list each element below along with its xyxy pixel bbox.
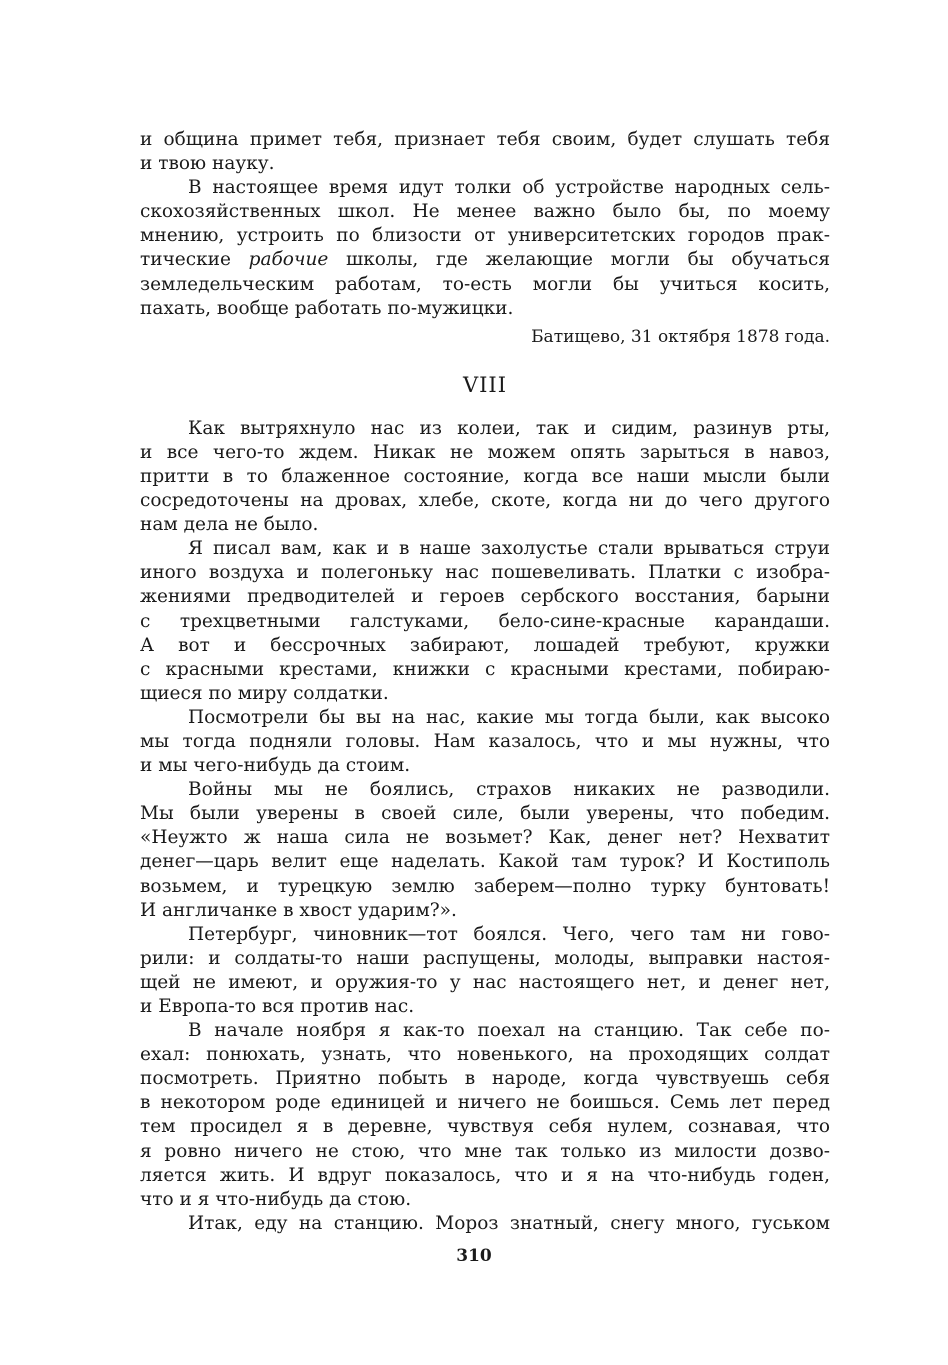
section-heading: VIII <box>462 372 508 397</box>
paragraph <box>140 923 830 1019</box>
text-line: с красными крестами, книжки с красными крестами, побираю- <box>140 658 830 680</box>
text-line: тические рабочие школы, где желающие могли бы обучаться <box>140 249 830 271</box>
text-line: В настоящее время идут толки об устройстве народных сель- <box>188 177 830 199</box>
text-line: возьмем, и турецкую землю заберем—полно турку бунтовать! <box>140 875 830 897</box>
text-line: и Европа-то вся против нас. <box>140 996 415 1017</box>
text-line: ляется жить. И вдруг показалось, что и я на что-нибудь годен, <box>140 1164 830 1186</box>
text-line: земледельческим работам, то-есть могли бы учиться косить, <box>140 273 830 295</box>
text-line: скохозяйственных школ. Не менее важно было бы, по моему <box>140 201 830 223</box>
text-line: Как вытряхнуло нас из колеи, так и сидим, разинув рты, <box>188 417 830 439</box>
paragraph <box>140 778 830 923</box>
text-line: Мы были уверены в своей силе, были уверены, что победим. <box>140 803 830 825</box>
text-line: сосредоточены на дровах, хлебе, скоте, когда ни до чего другого <box>140 490 830 512</box>
text-line: и мы чего-нибудь да стоим. <box>140 755 411 777</box>
text-line: и твою науку. <box>140 153 275 175</box>
text-line: Я писал вам, как и в наше захолустье стали врываться струи <box>188 538 830 560</box>
text-line: посмотреть. Приятно побыть в народе, когда чувствуешь себя <box>140 1068 830 1090</box>
text-line: И англичанке в хвост ударим?». <box>140 899 457 921</box>
text-line: денег—царь велит еще наделать. Какой там турок? И Костиполь <box>140 851 830 873</box>
text-line: я ровно ничего не стою, что мне так только из милости дозво- <box>140 1140 830 1162</box>
text-line: и все чего-то ждем. Никак не можем опять зарыться в навоз, <box>140 441 830 463</box>
text-line: нам дела не было. <box>140 514 319 536</box>
text-line: щиеся по миру солдатки. <box>140 682 389 704</box>
paragraph <box>140 1019 830 1212</box>
text-line: в некотором роде единицей и ничего не боишься. Семь лет перед <box>140 1092 830 1114</box>
section-text <box>140 417 830 1236</box>
text-line: ехал: понюхать, узнать, что новенького, на проходящих солдат <box>140 1044 830 1066</box>
paragraph <box>140 176 830 321</box>
text-line: Итак, еду на станцию. Мороз знатный, снегу много, гуськом <box>188 1212 830 1234</box>
text-line: мнению, устроить по близости от университетских городов прак- <box>140 225 830 247</box>
text-line: Петербург, чиновник—тот боялся. Чего, чего там ни гово- <box>188 923 830 945</box>
text-line: с трехцветными галстуками, бело-сине-красные карандаши. <box>140 610 830 632</box>
text-line: что и я что-нибудь да стою. <box>140 1188 412 1210</box>
text-line: и община примет тебя, признает тебя своим, будет слушать тебя <box>140 129 830 150</box>
text-line: жениями предводителей и героев сербского восстания, барыни <box>140 586 830 608</box>
text-line: рили: и солдаты-то наши распущены, молоды, выправки настоя- <box>140 947 830 969</box>
page-body <box>140 128 830 1236</box>
text-line: тем просидел я в деревне, чувствуя себя нулем, сознавая, что <box>140 1116 830 1138</box>
paragraph <box>140 537 830 706</box>
text-line: пахать, вообще работать по-мужицки. <box>140 297 514 319</box>
page-number: 310 <box>456 1246 492 1266</box>
text-line: Посмотрели бы вы на нас, какие мы тогда были, как высоко <box>188 706 830 728</box>
paragraph <box>140 706 830 778</box>
text-line: иного воздуха и полегоньку нас пошевеливать. Платки с изобра- <box>140 562 830 584</box>
text-line: А вот и бессрочных забирают, лошадей требуют, кружки <box>140 634 830 656</box>
dateline: Батищево, 31 октября 1878 года. <box>531 326 830 347</box>
paragraph <box>140 1212 830 1236</box>
text-line: щей не имеют, и оружия-то у нас настоящего нет, и денег нет, <box>140 971 830 993</box>
paragraph <box>140 417 830 537</box>
text-line: «Неужто ж наша сила не возьмет? Как, денег нет? Нехватит <box>140 827 830 849</box>
text-line: мы тогда подняли головы. Нам казалось, что и мы нужны, что <box>140 730 830 752</box>
text-line: притти в то блаженное состояние, когда все наши мысли были <box>140 465 830 487</box>
text-line: Войны мы не боялись, страхов никаких не разводили. <box>188 779 830 801</box>
paragraph <box>140 128 830 176</box>
text-line: В начале ноября я как-то поехал на станцию. Так себе по- <box>188 1020 830 1042</box>
previous-section-end <box>140 128 830 321</box>
